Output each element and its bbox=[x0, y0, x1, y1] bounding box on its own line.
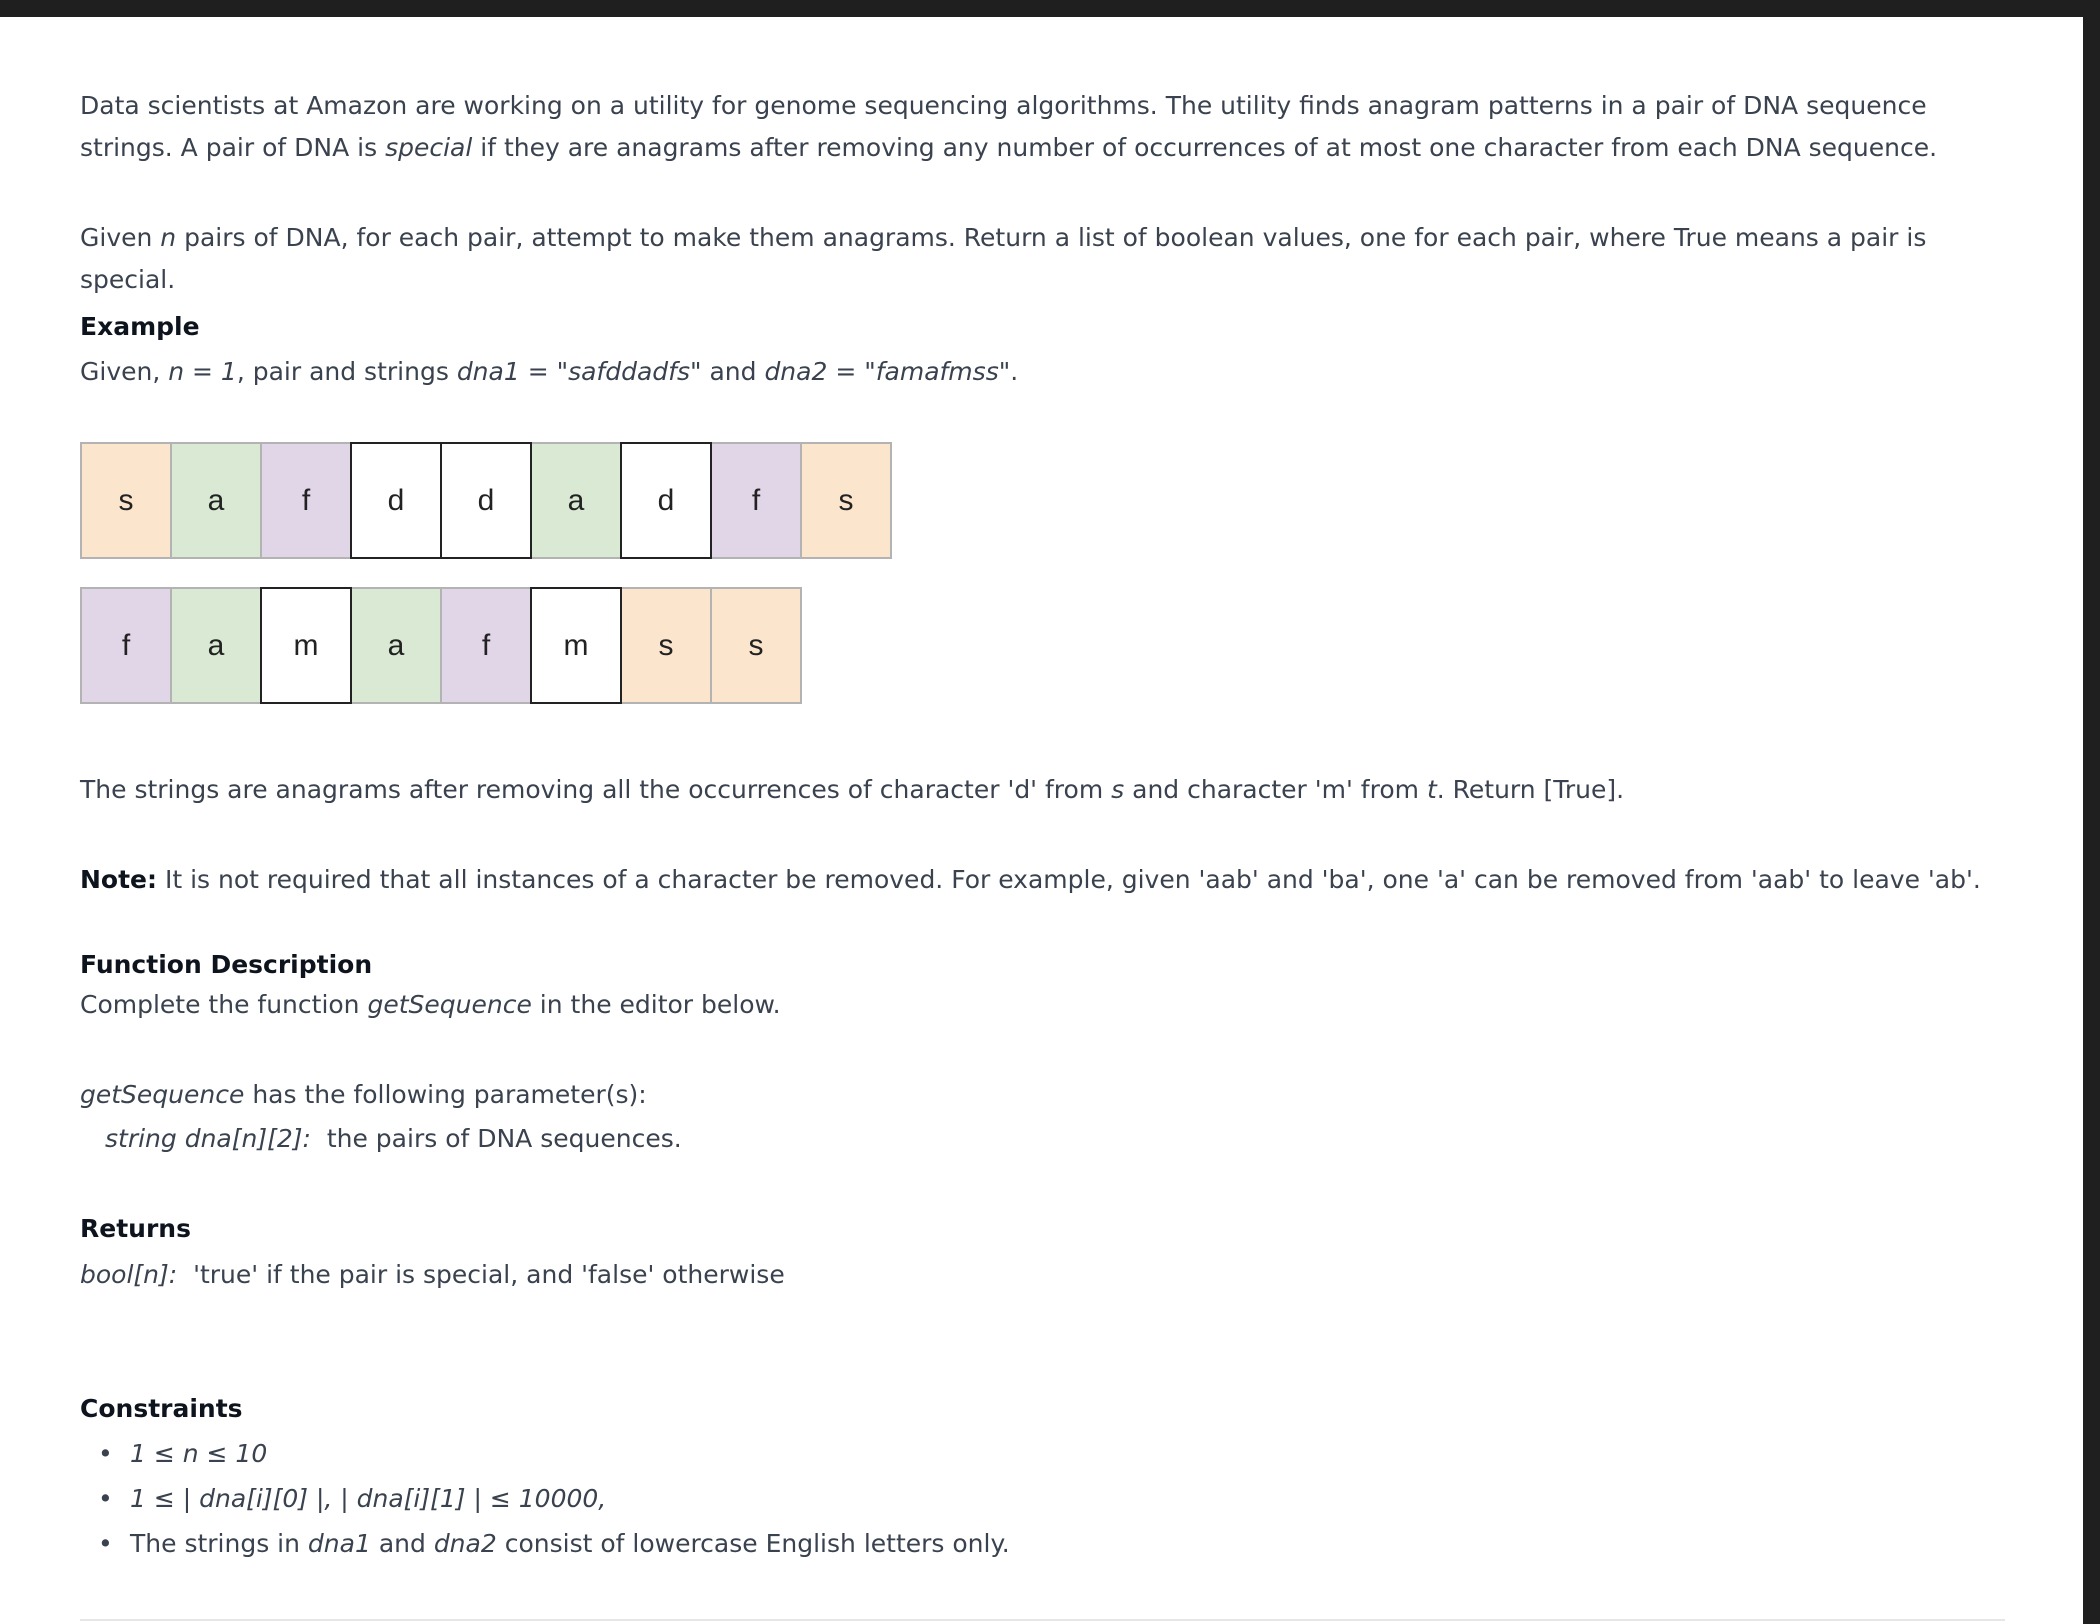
row1-cell: s bbox=[80, 442, 172, 559]
returns-line bbox=[80, 1254, 2015, 1296]
note-text: It is not required that all instances of a character be removed. For example, given 'aab' and 'ba', one 'a' can be removed from 'aab' to leave 'ab'. bbox=[157, 865, 1981, 894]
constraint-item bbox=[80, 1478, 2015, 1520]
parameters-intro bbox=[80, 1074, 2015, 1116]
returns-signature: bool[n]: bbox=[80, 1260, 178, 1289]
row1-cell: d bbox=[620, 442, 712, 559]
explanation-text-2: and character 'm' from bbox=[1124, 775, 1427, 804]
window-right-edge bbox=[2083, 0, 2100, 1624]
row1-cell: a bbox=[170, 442, 262, 559]
row1-cell: d bbox=[440, 442, 532, 559]
example-end: . bbox=[1010, 357, 1019, 386]
intro-text-2: if they are anagrams after removing any number of occurrences of at most one character from each DNA sequence. bbox=[472, 133, 1938, 162]
row2-cell: m bbox=[530, 587, 622, 704]
example-paragraph bbox=[80, 351, 2015, 393]
explanation-paragraph bbox=[80, 769, 2015, 811]
row2-cell: s bbox=[620, 587, 712, 704]
constraint-item bbox=[80, 1433, 2015, 1475]
intro-text-1: Data scientists at Amazon are working on a utility for genome sequencing algorithms. The utility finds anagram patterns in a pair of DNA sequence strings. A pair of DNA is bbox=[80, 91, 1927, 162]
row2-cell: a bbox=[170, 587, 262, 704]
s-variable: s bbox=[1111, 775, 1125, 804]
dna1-strip bbox=[80, 442, 890, 559]
example-heading: Example bbox=[80, 312, 200, 341]
row1-cell: d bbox=[350, 442, 442, 559]
constraint-dna1: dna1 bbox=[307, 1529, 371, 1558]
constraints-list bbox=[80, 1433, 2015, 1565]
constraints-heading: Constraints bbox=[80, 1394, 243, 1423]
constraint-length-range: 1 ≤ | dna[i][0] |, | dna[i][1] | ≤ 10000, bbox=[130, 1484, 607, 1513]
given-text-2: pairs of DNA, for each pair, attempt to make them anagrams. Return a list of boolean values, one for each pair, where True means a pair is special. bbox=[80, 223, 1927, 294]
dna2-strip bbox=[80, 587, 800, 704]
note-label: Note: bbox=[80, 865, 158, 894]
params-function-name: getSequence bbox=[80, 1080, 245, 1109]
param-description: the pairs of DNA sequences. bbox=[310, 1124, 682, 1153]
constraint-3-prefix: The strings in bbox=[130, 1529, 308, 1558]
example-n: n = 1 bbox=[168, 357, 237, 386]
returns-heading: Returns bbox=[80, 1214, 191, 1243]
row1-cell: s bbox=[800, 442, 892, 559]
example-mid: , pair and strings bbox=[236, 357, 457, 386]
special-term: special bbox=[385, 133, 473, 162]
row2-cell: a bbox=[350, 587, 442, 704]
fd-function-name: getSequence bbox=[367, 990, 532, 1019]
row2-cell: f bbox=[80, 587, 172, 704]
constraint-3-suffix: consist of lowercase English letters only. bbox=[496, 1529, 1010, 1558]
example-dna1: dna1 = "safddadfs" bbox=[456, 357, 702, 386]
parameter-line bbox=[105, 1118, 2040, 1160]
constraint-item bbox=[80, 1523, 2015, 1565]
intro-paragraph bbox=[80, 85, 2015, 169]
example-prefix: Given, bbox=[80, 357, 169, 386]
row1-cell: f bbox=[260, 442, 352, 559]
constraint-n-range: 1 ≤ n ≤ 10 bbox=[130, 1439, 268, 1468]
constraint-dna2: dna2 bbox=[433, 1529, 497, 1558]
returns-description: 'true' if the pair is special, and 'false' otherwise bbox=[177, 1260, 785, 1289]
row1-cell: a bbox=[530, 442, 622, 559]
example-dna2: dna2 = "famafmss" bbox=[764, 357, 1011, 386]
row2-cell: f bbox=[440, 587, 532, 704]
row2-cell: s bbox=[710, 587, 802, 704]
explanation-text-1: The strings are anagrams after removing all the occurrences of character 'd' from bbox=[80, 775, 1112, 804]
fd-suffix: in the editor below. bbox=[531, 990, 781, 1019]
function-description-heading: Function Description bbox=[80, 950, 373, 979]
t-variable: t bbox=[1426, 775, 1437, 804]
section-divider bbox=[80, 1619, 2005, 1621]
note-paragraph bbox=[80, 859, 2015, 901]
given-paragraph bbox=[80, 217, 2015, 301]
n-variable: n bbox=[160, 223, 177, 252]
fd-prefix: Complete the function bbox=[80, 990, 368, 1019]
row1-cell: f bbox=[710, 442, 802, 559]
example-and: and bbox=[701, 357, 765, 386]
params-text: has the following parameter(s): bbox=[244, 1080, 647, 1109]
window-top-bar bbox=[0, 0, 2100, 17]
given-text-1: Given bbox=[80, 223, 161, 252]
param-signature: string dna[n][2]: bbox=[105, 1124, 311, 1153]
constraint-3-and: and bbox=[370, 1529, 434, 1558]
explanation-text-3: . Return [True]. bbox=[1436, 775, 1625, 804]
function-description-paragraph bbox=[80, 984, 2015, 1026]
row2-cell: m bbox=[260, 587, 352, 704]
